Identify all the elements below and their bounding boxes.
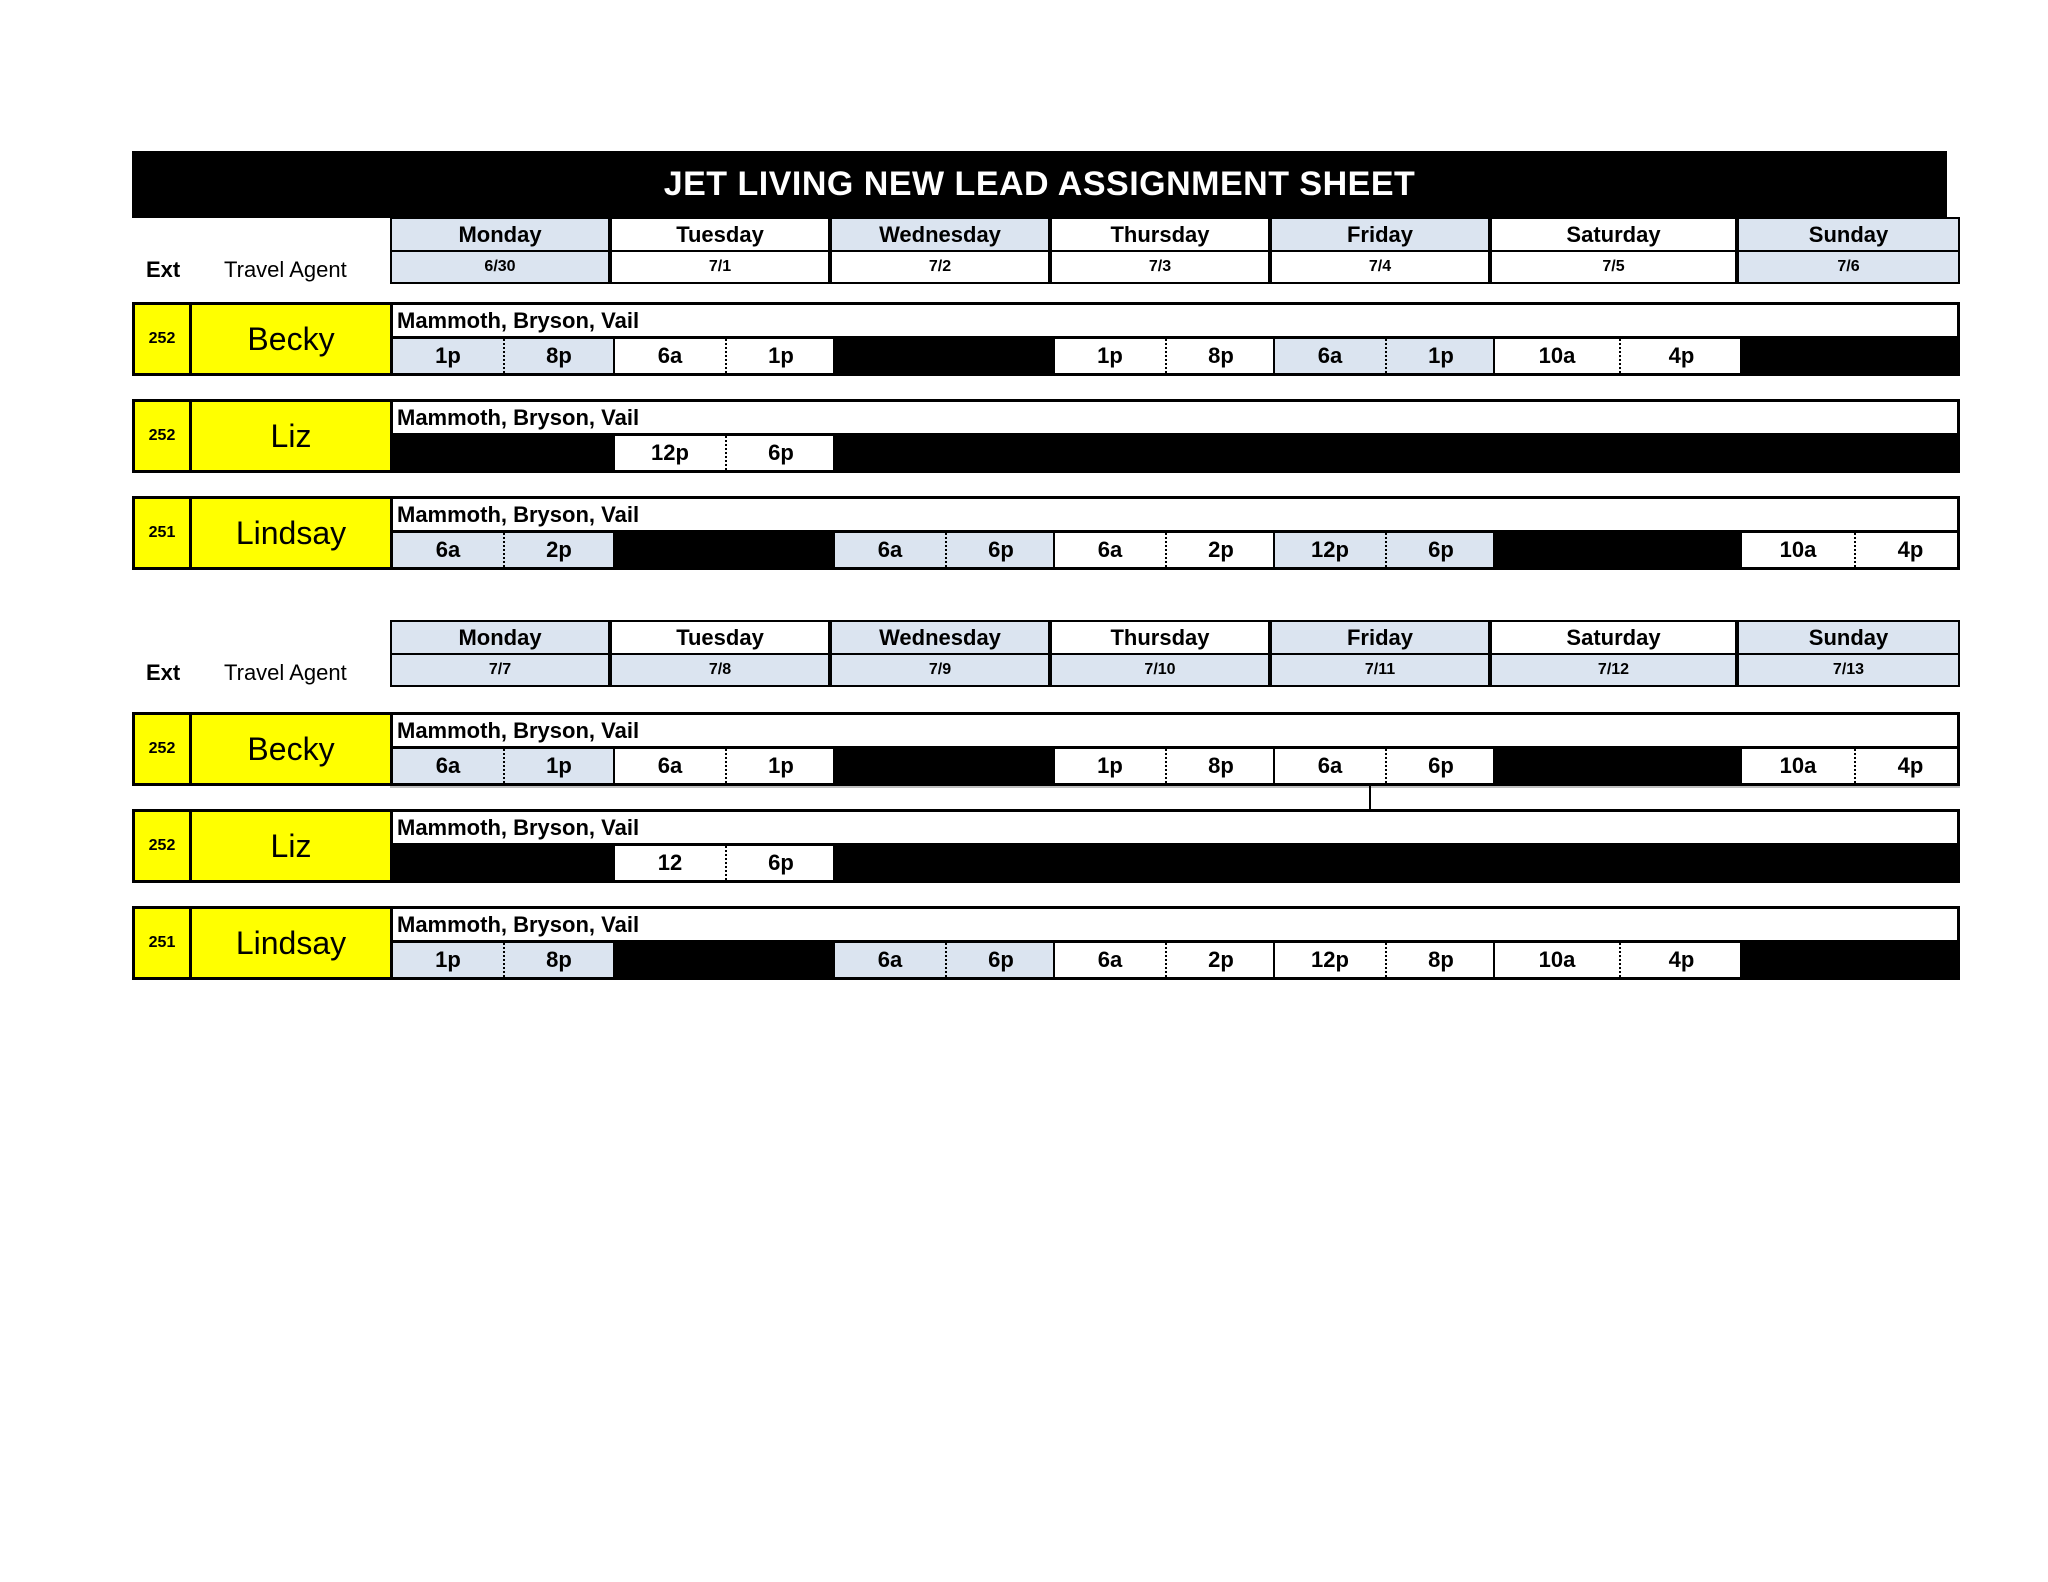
shift-start: 6a xyxy=(1097,537,1123,562)
shift-start: 12p xyxy=(651,440,689,465)
date-label: 7/12 xyxy=(1597,661,1630,678)
agent-name: Lindsay xyxy=(189,496,393,570)
shift-day xyxy=(1053,533,1273,567)
cell-divider xyxy=(390,786,1960,788)
shift-end: 6p xyxy=(945,533,1055,567)
agent-shift-row xyxy=(390,943,1960,980)
agent-locations: Mammoth, Bryson, Vail xyxy=(390,399,1960,436)
day-name: Wednesday xyxy=(879,221,1001,247)
shift-end: 1p xyxy=(725,339,835,373)
day-header-wednesday xyxy=(830,217,1050,252)
shift-end: 2p xyxy=(503,533,613,567)
agent-name: Becky xyxy=(189,302,393,376)
ext-column-label: Ext xyxy=(146,660,181,685)
agent-name: Lindsay xyxy=(189,906,393,980)
shift-end: 8p xyxy=(1385,943,1495,977)
shift-day xyxy=(393,339,613,373)
blocked-day xyxy=(1493,846,1740,880)
agent-shift-row xyxy=(390,436,1960,473)
date-label: 7/1 xyxy=(708,258,732,275)
shift-start: 6a xyxy=(657,343,683,368)
date-label: 6/30 xyxy=(484,258,516,275)
day-name: Monday xyxy=(458,624,542,650)
agent-extension: 251 xyxy=(132,906,192,980)
shift-start: 1p xyxy=(435,343,461,368)
agent-name: Becky xyxy=(189,712,393,786)
shift-day xyxy=(393,943,613,977)
blocked-day xyxy=(833,339,1053,373)
blocked-day xyxy=(1493,533,1740,567)
shift-end: 4p xyxy=(1854,749,1960,783)
day-date-thursday xyxy=(1050,250,1270,284)
date-label: 7/11 xyxy=(1364,661,1396,678)
agent-extension: 252 xyxy=(132,302,192,376)
blocked-day xyxy=(613,533,833,567)
date-label: 7/5 xyxy=(1602,258,1625,275)
blocked-day xyxy=(1740,943,1960,977)
agent-locations: Mammoth, Bryson, Vail xyxy=(390,712,1960,749)
shift-start: 1p xyxy=(1097,753,1123,778)
agent-shift-row xyxy=(390,533,1960,570)
day-date-monday xyxy=(390,250,610,284)
sheet-title: JET LIVING NEW LEAD ASSIGNMENT SHEET xyxy=(132,151,1947,218)
agent-extension: 251 xyxy=(132,496,192,570)
date-label: 7/10 xyxy=(1144,661,1176,678)
day-name: Thursday xyxy=(1110,624,1210,650)
date-label: 7/7 xyxy=(488,661,512,678)
day-header-saturday xyxy=(1490,620,1737,655)
shift-end: 1p xyxy=(503,749,613,783)
day-name: Monday xyxy=(458,221,542,247)
date-label: 7/8 xyxy=(708,661,732,678)
shift-day xyxy=(833,533,1053,567)
shift-day xyxy=(1053,339,1273,373)
day-name: Saturday xyxy=(1566,221,1661,247)
shift-start: 1p xyxy=(435,947,461,972)
shift-end: 6p xyxy=(945,943,1055,977)
shift-start: 12p xyxy=(1311,537,1349,562)
shift-start: 6a xyxy=(877,537,903,562)
agent-extension: 252 xyxy=(132,399,192,473)
day-header-monday xyxy=(390,217,610,252)
day-header-tuesday xyxy=(610,620,830,655)
shift-day xyxy=(613,749,833,783)
blocked-day xyxy=(833,846,1053,880)
day-name: Sunday xyxy=(1808,624,1889,650)
blocked-day xyxy=(833,749,1053,783)
shift-start: 6a xyxy=(1317,753,1343,778)
day-date-friday xyxy=(1270,653,1490,687)
shift-day xyxy=(1273,533,1493,567)
day-header-thursday xyxy=(1050,620,1270,655)
day-date-saturday xyxy=(1490,250,1737,284)
shift-day xyxy=(1493,339,1740,373)
shift-end: 1p xyxy=(725,749,835,783)
day-header-sunday xyxy=(1737,217,1960,252)
shift-day xyxy=(1740,749,1960,783)
blocked-day xyxy=(613,943,833,977)
shift-day xyxy=(1053,749,1273,783)
day-date-wednesday xyxy=(830,653,1050,687)
day-date-wednesday xyxy=(830,250,1050,284)
travel-agent-column-label: Travel Agent xyxy=(224,660,347,685)
shift-day xyxy=(833,943,1053,977)
agent-shift-row xyxy=(390,846,1960,883)
day-date-thursday xyxy=(1050,653,1270,687)
blocked-day xyxy=(833,436,1053,470)
day-header-wednesday xyxy=(830,620,1050,655)
travel-agent-column-label: Travel Agent xyxy=(224,257,347,282)
shift-start: 6a xyxy=(1317,343,1343,368)
blocked-day xyxy=(1740,846,1960,880)
cell-divider xyxy=(1369,786,1371,810)
day-date-sunday xyxy=(1737,653,1960,687)
shift-start: 6a xyxy=(435,753,461,778)
day-date-saturday xyxy=(1490,653,1737,687)
day-name: Sunday xyxy=(1808,221,1889,247)
blocked-day xyxy=(1493,749,1740,783)
shift-start: 6a xyxy=(657,753,683,778)
shift-day xyxy=(393,749,613,783)
shift-day xyxy=(1053,943,1273,977)
agent-shift-row xyxy=(390,339,1960,376)
shift-day xyxy=(393,533,613,567)
shift-start: 10a xyxy=(1779,537,1817,562)
shift-start: 6a xyxy=(1097,947,1123,972)
day-name: Thursday xyxy=(1110,221,1210,247)
blocked-day xyxy=(1053,846,1273,880)
date-label: 7/6 xyxy=(1837,258,1860,275)
shift-end: 6p xyxy=(725,436,835,470)
shift-end: 4p xyxy=(1854,533,1960,567)
agent-locations: Mammoth, Bryson, Vail xyxy=(390,302,1960,339)
agent-locations: Mammoth, Bryson, Vail xyxy=(390,809,1960,846)
shift-end: 8p xyxy=(1165,339,1275,373)
shift-day xyxy=(1273,749,1493,783)
blocked-day xyxy=(1740,339,1960,373)
day-date-friday xyxy=(1270,250,1490,284)
date-label: 7/4 xyxy=(1368,258,1392,275)
shift-end: 6p xyxy=(1385,749,1495,783)
agent-extension: 252 xyxy=(132,809,192,883)
shift-start: 6a xyxy=(435,537,461,562)
shift-start: 12p xyxy=(1311,947,1349,972)
blocked-day xyxy=(1493,436,1740,470)
day-date-tuesday xyxy=(610,653,830,687)
shift-day xyxy=(1273,943,1493,977)
date-label: 7/3 xyxy=(1148,258,1172,275)
shift-day xyxy=(1273,339,1493,373)
day-header-saturday xyxy=(1490,217,1737,252)
shift-start: 12 xyxy=(657,850,683,875)
agent-name: Liz xyxy=(189,809,393,883)
shift-start: 1p xyxy=(1097,343,1123,368)
shift-day xyxy=(1740,533,1960,567)
shift-day xyxy=(613,846,833,880)
day-name: Friday xyxy=(1346,624,1414,650)
blocked-day xyxy=(1273,846,1493,880)
day-name: Wednesday xyxy=(879,624,1001,650)
agent-locations: Mammoth, Bryson, Vail xyxy=(390,906,1960,943)
shift-end: 8p xyxy=(503,339,613,373)
agent-extension: 252 xyxy=(132,712,192,786)
day-header-monday xyxy=(390,620,610,655)
day-header-friday xyxy=(1270,620,1490,655)
blocked-day xyxy=(1273,436,1493,470)
day-name: Tuesday xyxy=(676,624,764,650)
shift-day xyxy=(1493,943,1740,977)
date-label: 7/2 xyxy=(928,258,952,275)
day-header-tuesday xyxy=(610,217,830,252)
blocked-day xyxy=(393,846,613,880)
shift-start: 10a xyxy=(1779,753,1817,778)
shift-end: 6p xyxy=(1385,533,1495,567)
day-name: Tuesday xyxy=(676,221,764,247)
shift-start: 10a xyxy=(1538,343,1576,368)
shift-end: 8p xyxy=(1165,749,1275,783)
shift-end: 8p xyxy=(503,943,613,977)
day-header-friday xyxy=(1270,217,1490,252)
shift-end: 6p xyxy=(725,846,835,880)
shift-end: 2p xyxy=(1165,943,1275,977)
date-label: 7/9 xyxy=(928,661,952,678)
ext-column-label: Ext xyxy=(146,257,181,282)
date-label: 7/13 xyxy=(1832,661,1865,678)
day-date-sunday xyxy=(1737,250,1960,284)
shift-end: 4p xyxy=(1619,339,1742,373)
agent-name: Liz xyxy=(189,399,393,473)
shift-start: 6a xyxy=(877,947,903,972)
blocked-day xyxy=(1053,436,1273,470)
blocked-day xyxy=(393,436,613,470)
day-name: Saturday xyxy=(1566,624,1661,650)
day-name: Friday xyxy=(1346,221,1414,247)
shift-start: 10a xyxy=(1538,947,1576,972)
shift-end: 1p xyxy=(1385,339,1495,373)
shift-day xyxy=(613,436,833,470)
day-date-tuesday xyxy=(610,250,830,284)
agent-locations: Mammoth, Bryson, Vail xyxy=(390,496,1960,533)
blocked-day xyxy=(1740,436,1960,470)
day-header-thursday xyxy=(1050,217,1270,252)
shift-end: 4p xyxy=(1619,943,1742,977)
shift-end: 2p xyxy=(1165,533,1275,567)
shift-day xyxy=(613,339,833,373)
day-date-monday xyxy=(390,653,610,687)
agent-shift-row xyxy=(390,749,1960,786)
day-header-sunday xyxy=(1737,620,1960,655)
